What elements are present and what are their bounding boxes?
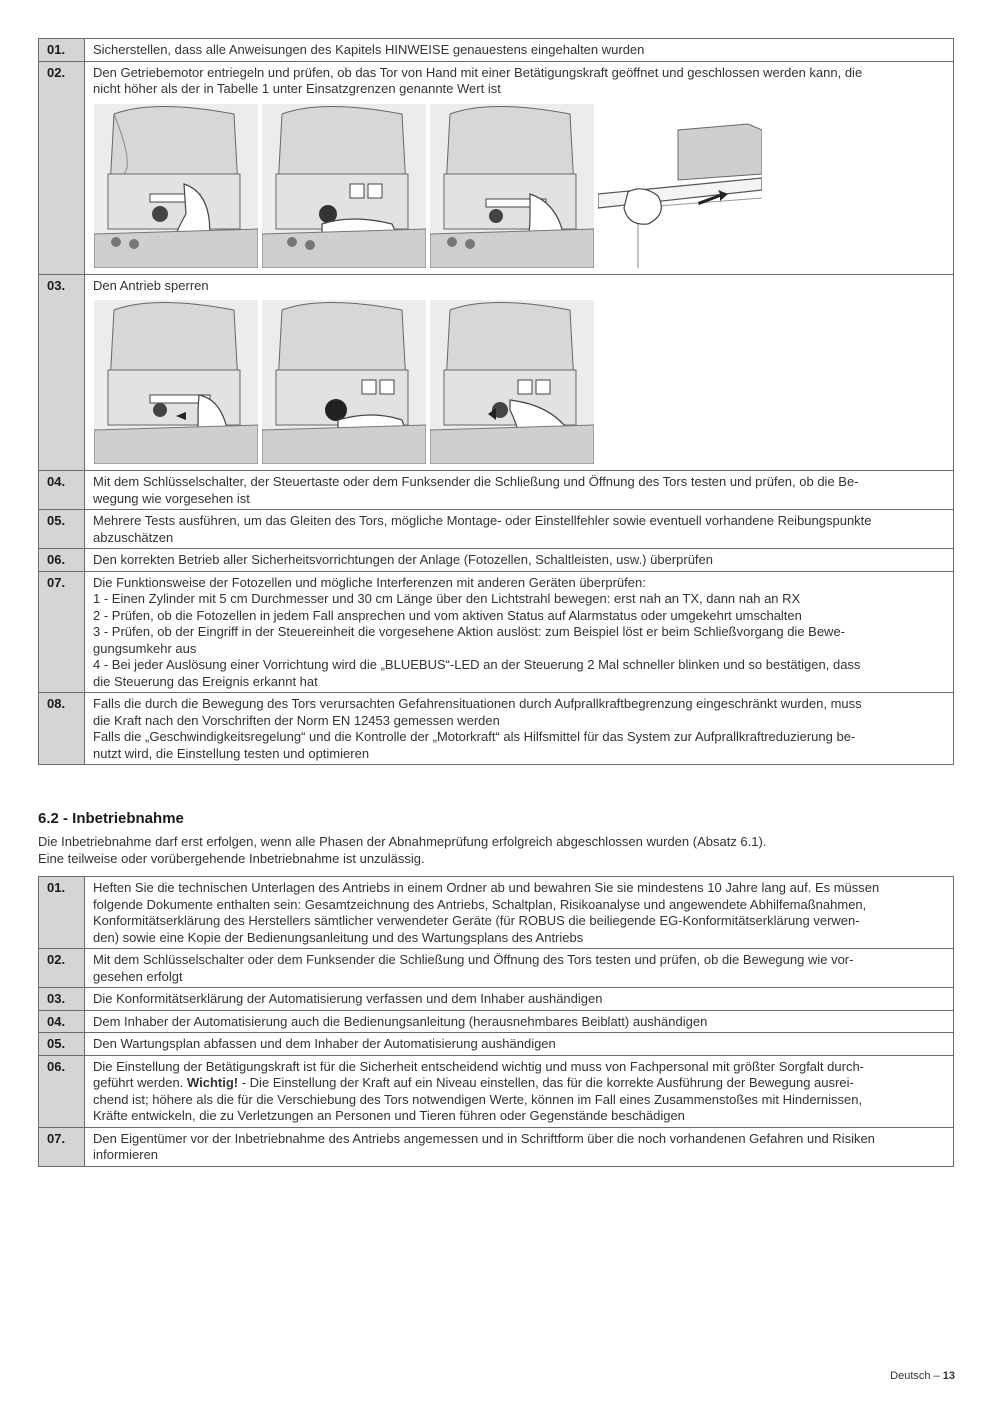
step-number: 05. [39, 1033, 85, 1056]
table-row [39, 1127, 954, 1166]
step-text: Mit dem Schlüsselschalter oder dem Funksender die Schließung und Öffnung des Tors testen und prüfen, ob die Bewegung wie vor- gesehen erfolgt [85, 949, 954, 988]
step-number: 01. [39, 877, 85, 949]
step-text: Den Getriebemotor entriegeln und prüfen, ob das Tor von Hand mit einer Betätigungskraft geöffnet und geschlossen werden kann, die nicht höher als der in Tabelle 1 unter Einsatzgrenzen genannte Wert ist [85, 61, 954, 274]
step-text: Den Eigentümer vor der Inbetriebnahme des Antriebs angemessen und in Schriftform über die noch vorhandenen Gefahren und Risiken informieren [85, 1127, 954, 1166]
step-number: 04. [39, 471, 85, 510]
step-number: 02. [39, 61, 85, 274]
step-number: 08. [39, 693, 85, 765]
motor-lock-illustration-1 [94, 300, 258, 464]
section-intro: Die Inbetriebnahme darf erst erfolgen, wenn alle Phasen der Abnahmeprüfung erfolgreich abgeschlossen wurden (Absatz 6.1). Eine teilweise oder vorübergehende Inbetriebnahme ist unzulässig. [38, 834, 767, 866]
page-footer: Deutsch – 13 [890, 1370, 955, 1382]
motor-lock-illustration-2 [262, 300, 426, 464]
motor-lock-illustration-3 [430, 300, 594, 464]
lock-illustrations [94, 300, 947, 464]
step-text: Mehrere Tests ausführen, um das Gleiten des Tors, mögliche Montage- oder Einstellfehler sowie eventuell vorhandene Reibungspunkte abzuschätzen [85, 510, 954, 549]
step-text: Die Einstellung der Betätigungskraft ist für die Sicherheit entscheidend wichtig und muss von Fachpersonal mit größter Sorgfalt durch- geführt werden. Wichtig! - Die Einstellung der Kraft auf ein Niveau einstellen, das für die korrekte Ausführung der Bewegung ausrei- chend ist; höhere als die für die Verschiebung des Tors notwendigen Werte, können im Fall eines Zusammenstoßes mit Hindernissen, Kräfte entwickeln, die zu Verletzungen an Personen und Tieren führen oder Gegenstände beschädigen [85, 1055, 954, 1127]
motor-unlock-illustration-2 [262, 104, 426, 268]
commissioning-steps-table [38, 876, 954, 1167]
step-number: 04. [39, 1010, 85, 1033]
table-row [39, 274, 954, 471]
step-number: 05. [39, 510, 85, 549]
step-text: Heften Sie die technischen Unterlagen des Antriebs in einem Ordner ab und bewahren Sie sie mindestens 10 Jahre lang auf. Es müssen folgende Dokumente enthalten sein: Gesamtzeichnung des Antriebs, Schaltplan, Risikoanalyse und angewendete Abhilfemaßnahmen, Konformitätserklärung des Herstellers sämtlicher verwendeter Geräte (für ROBUS die beiliegende EG-Konformitätserklärung verwen- den) sowie eine Kopie der Bedienungsanleitung und des Wartungsplans des Antriebs [85, 877, 954, 949]
table-row [39, 510, 954, 549]
gate-push-illustration [598, 104, 762, 268]
table-row [39, 693, 954, 765]
step-text: Den Antrieb sperren [85, 274, 954, 471]
table-row [39, 1010, 954, 1033]
motor-unlock-illustration-1 [94, 104, 258, 268]
step-number: 07. [39, 571, 85, 693]
step-text: Die Konformitätserklärung der Automatisierung verfassen und dem Inhaber aushändigen [85, 988, 954, 1011]
table-row [39, 549, 954, 572]
step-number: 01. [39, 39, 85, 62]
step-number: 02. [39, 949, 85, 988]
step-text: Mit dem Schlüsselschalter, der Steuertaste oder dem Funksender die Schließung und Öffnung des Tors testen und prüfen, ob die Be- wegung wie vorgesehen ist [85, 471, 954, 510]
step-number: 07. [39, 1127, 85, 1166]
step-number: 03. [39, 988, 85, 1011]
step-number: 06. [39, 549, 85, 572]
table-row [39, 877, 954, 949]
step-text: Falls die durch die Bewegung des Tors verursachten Gefahrensituationen durch Aufprallkraftbegrenzung eingeschränkt wurden, muss die Kraft nach den Vorschriften der Norm EN 12453 gemessen werden Falls die „Geschwindigkeitsregelung“ und die Kontrolle der „Motorkraft“ als Hilfsmittel für das System zur Aufprallkraftreduzierung be- nutzt wird, die Einstellung testen und optimieren [85, 693, 954, 765]
table-row [39, 949, 954, 988]
step-text: Den Wartungsplan abfassen und dem Inhaber der Automatisierung aushändigen [85, 1033, 954, 1056]
page-number: 13 [942, 1370, 955, 1382]
table-row [39, 61, 954, 274]
step-text: Die Funktionsweise der Fotozellen und mögliche Interferenzen mit anderen Geräten überprüfen: 1 - Einen Zylinder mit 5 cm Durchmesser und 30 cm Länge über den Lichtstrahl bewegen: erst nah an TX, dann nah an RX 2 - Prüfen, ob die Fotozellen in jedem Fall ansprechen und vom aktiven Status auf Alarmstatus oder umgekehrt umschalten 3 - Prüfen, ob der Eingriff in der Steuereinheit die vorgesehene Aktion auslöst: zum Beispiel löst er beim Schließvorgang die Bewe- gungsumkehr aus 4 - Bei jeder Auslösung einer Vorrichtung wird die „BLUEBUS“-LED an der Steuerung 2 Mal schneller blinken und so bestätigen, dass die Steuerung das Ereignis erkannt hat [85, 571, 954, 693]
step-number: 06. [39, 1055, 85, 1127]
table-row [39, 471, 954, 510]
step-text: Sicherstellen, dass alle Anweisungen des Kapitels HINWEISE genauestens eingehalten wurden [85, 39, 954, 62]
motor-unlock-illustration-3 [430, 104, 594, 268]
table-row [39, 1033, 954, 1056]
table-row [39, 571, 954, 693]
step-number: 03. [39, 274, 85, 471]
step-text: Dem Inhaber der Automatisierung auch die Bedienungsanleitung (herausnehmbares Beiblatt) aushändigen [85, 1010, 954, 1033]
section-heading: 6.2 - Inbetriebnahme [38, 810, 184, 827]
step-text: Den korrekten Betrieb aller Sicherheitsvorrichtungen der Anlage (Fotozellen, Schaltleisten, usw.) überprüfen [85, 549, 954, 572]
acceptance-steps-table [38, 38, 954, 765]
table-row [39, 39, 954, 62]
release-illustrations [94, 104, 947, 268]
warning-label: Wichtig! [186, 1075, 239, 1090]
table-row [39, 988, 954, 1011]
table-row [39, 1055, 954, 1127]
